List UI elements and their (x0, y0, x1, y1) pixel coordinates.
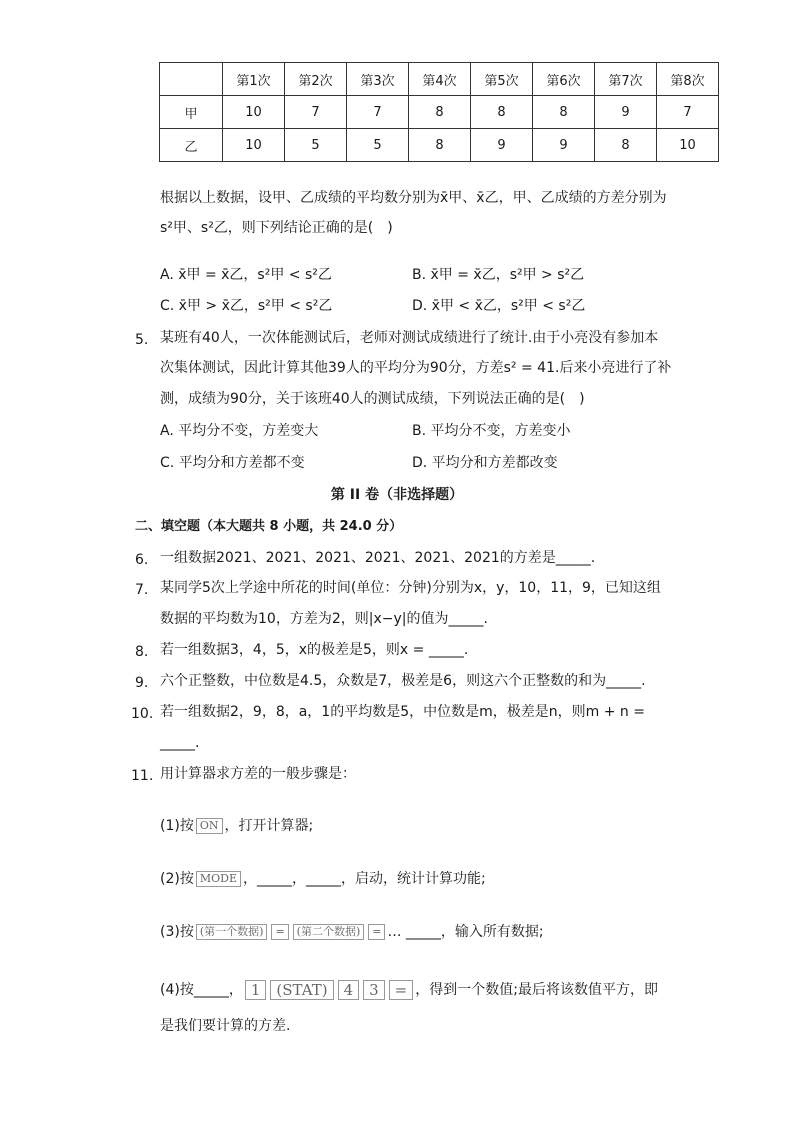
mode-key-icon: MODE (196, 871, 241, 887)
q9-number: 9. (135, 675, 149, 691)
q7-line1: 某同学5次上学途中所花的时间(单位：分钟)分别为x，y，10，11，9，已知这组 (160, 580, 661, 596)
q5-line2: 次集体测试，因此计算其他39人的平均分为90分，方差s² = 41.后来小亮进行了补 (160, 360, 672, 376)
table-row (160, 129, 719, 162)
score-table (159, 62, 719, 162)
table-header-cell: 第4次 (409, 63, 471, 96)
step1-prefix: (1)按 (160, 818, 194, 834)
table-cell: 7 (657, 96, 719, 129)
section-2-title: 第 II 卷（非选择题） (330, 487, 464, 503)
table-cell: 8 (471, 96, 533, 129)
step3-suffix: … _____，输入所有数据; (387, 924, 544, 940)
table-cell: 10 (223, 96, 285, 129)
q5-number: 5. (135, 332, 149, 348)
q5-line1: 某班有40人，一次体能测试后，老师对测试成绩进行了统计.由于小亮没有参加本 (160, 330, 659, 346)
key-3-icon: 3 (363, 980, 385, 1000)
table-header-cell: 第5次 (471, 63, 533, 96)
q11-step4 (160, 980, 658, 1000)
table-header-cell: 第1次 (223, 63, 285, 96)
step4-prefix: (4)按_____， (160, 982, 243, 998)
q4-option-b: B. x̄甲 = x̄乙，s²甲 > s²乙 (412, 267, 585, 283)
q5-option-d: D. 平均分和方差都改变 (412, 455, 558, 471)
q11-step2 (160, 869, 486, 889)
second-data-key-icon: (第二个数据) (293, 924, 365, 940)
q5-option-a: A. 平均分不变，方差变大 (160, 423, 319, 439)
q10-line1: 若一组数据2，9，8，a，1的平均数是5，中位数是m，极差是n，则m + n = (160, 704, 645, 720)
on-key-icon: ON (196, 818, 223, 834)
equals-key-icon: = (389, 980, 414, 1000)
first-data-key-icon: (第一个数据) (196, 924, 268, 940)
q6-text: 一组数据2021、2021、2021、2021、2021、2021的方差是_____. (160, 550, 596, 566)
table-header-cell: 第3次 (347, 63, 409, 96)
table-cell: 7 (347, 96, 409, 129)
q10-number: 10. (131, 706, 154, 722)
step4-suffix: ，得到一个数值;最后将该数值平方，即 (415, 982, 658, 998)
table-header-cell (160, 63, 223, 96)
table-cell: 9 (595, 96, 657, 129)
q11-step4-line2: 是我们要计算的方差. (160, 1018, 291, 1034)
q11-intro: 用计算器求方差的一般步骤是： (160, 766, 356, 782)
q4-option-a: A. x̄甲 = x̄乙，s²甲 < s²乙 (160, 267, 332, 283)
table-header-cell: 第8次 (657, 63, 719, 96)
step2-prefix: (2)按 (160, 871, 194, 887)
q8-number: 8. (135, 644, 149, 660)
q4-option-d: D. x̄甲 < x̄乙，s²甲 < s²乙 (412, 298, 586, 314)
q4-stem-line1: 根据以上数据，设甲、乙成绩的平均数分别为x̄甲、x̄乙，甲、乙成绩的方差分别为 (160, 190, 667, 206)
table-cell: 10 (223, 129, 285, 162)
q7-line2: 数据的平均数为10，方差为2，则|x−y|的值为_____. (160, 611, 488, 627)
q6-number: 6. (135, 552, 149, 568)
q5-option-c: C. 平均分和方差都不变 (160, 455, 305, 471)
q4-stem-line2: s²甲、s²乙，则下列结论正确的是( ) (160, 220, 393, 236)
row-label: 甲 (160, 96, 223, 129)
q4-option-c: C. x̄甲 > x̄乙，s²甲 < s²乙 (160, 298, 333, 314)
table-cell: 8 (409, 129, 471, 162)
table-header-cell: 第7次 (595, 63, 657, 96)
q10-line2: _____. (160, 735, 200, 751)
table-header-cell: 第6次 (533, 63, 595, 96)
table-cell: 7 (285, 96, 347, 129)
step3-prefix: (3)按 (160, 924, 194, 940)
step2-suffix: ，_____，_____，启动，统计计算功能; (242, 871, 486, 887)
q11-step3 (160, 922, 544, 942)
equals-key-icon: = (368, 924, 385, 940)
table-cell: 5 (347, 129, 409, 162)
table-cell: 8 (595, 129, 657, 162)
stat-key-icon: (STAT) (270, 980, 333, 1000)
step1-suffix: ，打开计算器; (224, 818, 314, 834)
equals-key-icon: = (271, 924, 288, 940)
table-cell: 9 (471, 129, 533, 162)
q11-number: 11. (131, 768, 154, 784)
q8-text: 若一组数据3，4，5，x的极差是5，则x = _____. (160, 642, 469, 658)
table-cell: 8 (409, 96, 471, 129)
table-header-row (160, 63, 719, 96)
table-cell: 5 (285, 129, 347, 162)
table-row (160, 96, 719, 129)
q9-text: 六个正整数，中位数是4.5，众数是7，极差是6，则这六个正整数的和为_____. (160, 673, 646, 689)
key-1-icon: 1 (245, 980, 267, 1000)
fill-in-section-title: 二、填空题（本大题共 8 小题，共 24.0 分） (135, 519, 403, 534)
table-cell: 10 (657, 129, 719, 162)
q7-number: 7. (135, 582, 149, 598)
row-label: 乙 (160, 129, 223, 162)
table-cell: 8 (533, 96, 595, 129)
q5-line3: 测，成绩为90分，关于该班40人的测试成绩，下列说法正确的是( ) (160, 391, 585, 407)
table-cell: 9 (533, 129, 595, 162)
table-header-cell: 第2次 (285, 63, 347, 96)
key-4-icon: 4 (338, 980, 360, 1000)
q11-step1 (160, 816, 313, 836)
q5-option-b: B. 平均分不变，方差变小 (412, 423, 571, 439)
